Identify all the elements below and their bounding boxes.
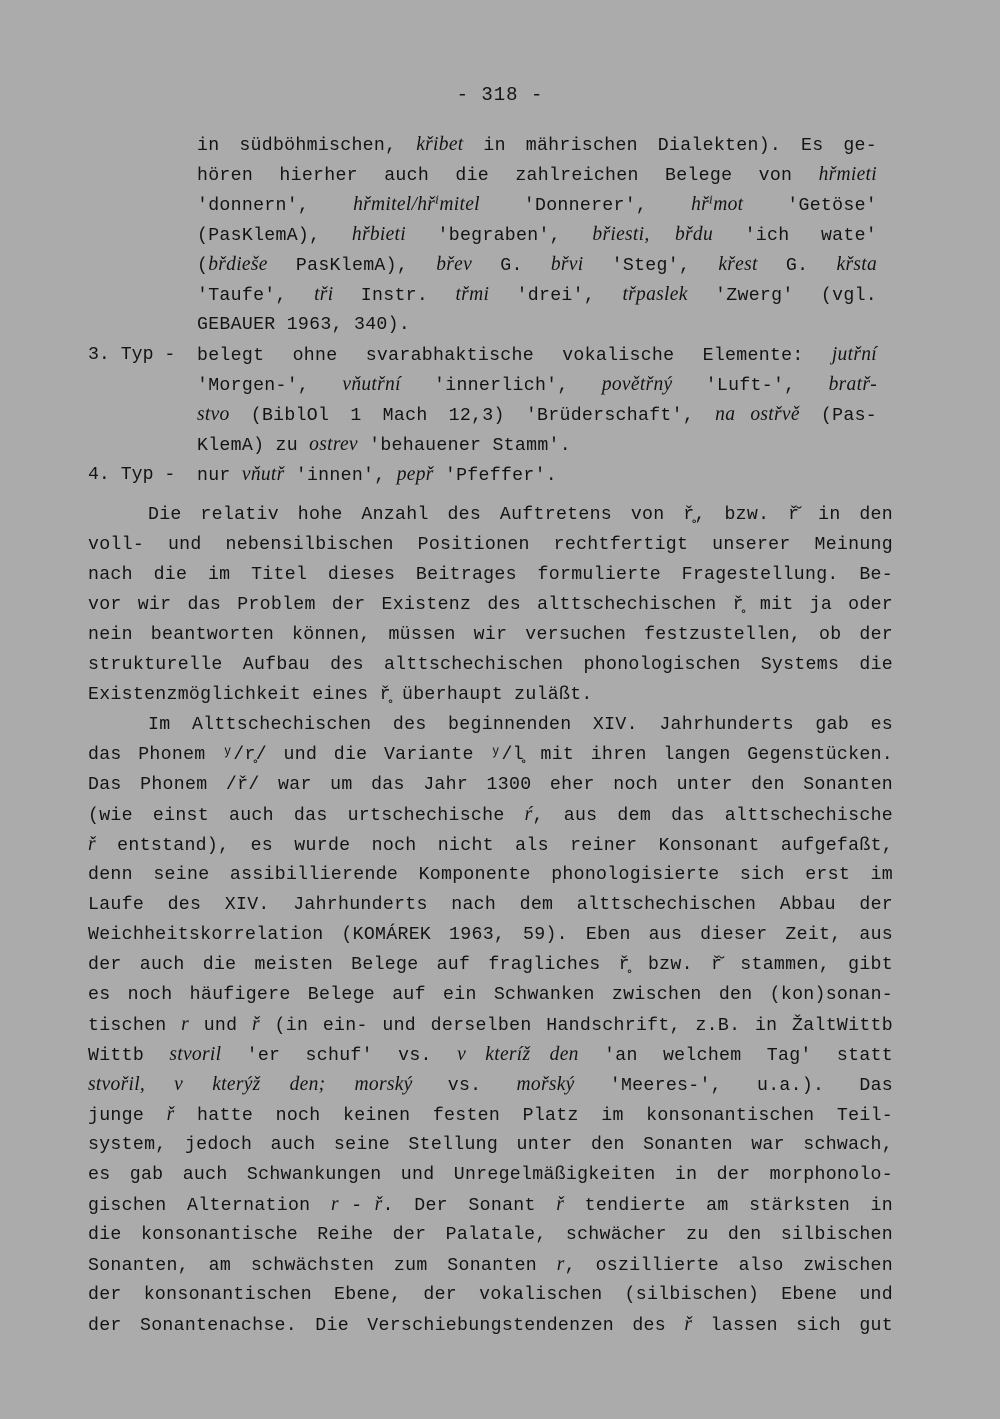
text-line: vor wir das Problem der Existenz des alttschechischen ř̥ mit ja oder xyxy=(88,595,893,615)
text-line: der auch die meisten Belege auf fragliches ř̥ bzw. ř̆ stammen, gibt xyxy=(88,955,893,975)
text-line: tischen r und ř (in ein- und derselben Handschrift, z.B. in ŽaltWittb xyxy=(88,1014,893,1036)
page-number: - 318 - xyxy=(456,84,544,106)
text-line: Die relativ hohe Anzahl des Auftretens von ř̥, bzw. ř̆ in den xyxy=(148,505,893,525)
text-line: strukturelle Aufbau des alttschechischen phonologischen Systems die xyxy=(88,655,893,675)
text-line: Weichheitskorrelation (KOMÁREK 1963, 59). Eben aus dieser Zeit, aus xyxy=(88,925,893,945)
text-line: (PasKlemA), hřbieti 'begraben', břiesti, břdu 'ich wate' xyxy=(197,224,878,246)
text-line: ř entstand), es wurde noch nicht als reiner Konsonant aufgefaßt, xyxy=(88,834,893,856)
list-item-label: 3. Typ - xyxy=(88,345,176,365)
text-line: stvořil, v kterýž den; morský vs. mořský 'Meeres-', u.a.). Das xyxy=(88,1074,894,1096)
text-line: junge ř hatte noch keinen festen Platz im konsonantischen Teil- xyxy=(88,1104,893,1126)
text-line: denn seine assibillierende Komponente phonologisierte sich erst im xyxy=(88,865,893,885)
text-line: es noch häufigere Belege auf ein Schwanken zwischen den (kon)sonan- xyxy=(88,985,893,1005)
text-line: nur vňutř 'innen', pepř 'Pfeffer'. xyxy=(197,464,557,486)
text-line: nach die im Titel dieses Beitrages formulierte Fragestellung. Be- xyxy=(88,565,893,585)
text-line: KlemA) zu ostrev 'behauener Stamm'. xyxy=(197,434,571,456)
text-line: Im Alttschechischen des beginnenden XIV. Jahrhunderts gab es xyxy=(148,715,893,735)
text-line: GEBAUER 1963, 340). xyxy=(197,315,411,335)
text-line: Sonanten, am schwächsten zum Sonanten r, oszillierte also zwischen xyxy=(88,1254,893,1276)
text-line: Das Phonem /ř/ war um das Jahr 1300 eher noch unter den Sonanten xyxy=(88,775,893,795)
text-line: hören hierher auch die zahlreichen Belege von hřmieti xyxy=(197,164,877,186)
text-line: (wie einst auch das urtschechische ŕ, aus dem das alttschechische xyxy=(88,804,893,826)
text-line: voll- und nebensilbischen Positionen rechtfertigt unserer Meinung xyxy=(88,535,893,555)
text-line: 'Taufe', tři Instr. třmi 'drei', třpaslek 'Zwerg' (vgl. xyxy=(197,284,877,306)
text-line: Laufe des XIV. Jahrhunderts nach dem alttschechischen Abbau der xyxy=(88,895,893,915)
text-line: Existenzmöglichkeit eines ř̥ überhaupt zuläßt. xyxy=(88,685,593,705)
text-line: belegt ohne svarabhaktische vokalische Elemente: jutřní xyxy=(197,344,877,366)
text-line: (břdieše PasKlemA), břev G. břvi 'Steg', křest G. křsta xyxy=(197,254,878,276)
text-line: system, jedoch auch seine Stellung unter den Sonanten war schwach, xyxy=(88,1135,893,1155)
text-line: 'Morgen-', vňutřní 'innerlich', povětřný 'Luft-', bratř- xyxy=(197,374,877,396)
text-line: Wittb stvoril 'er schuf' vs. v kteríž den 'an welchem Tag' statt xyxy=(88,1044,893,1066)
list-item-label: 4. Typ - xyxy=(88,465,176,485)
text-line: der Sonantenachse. Die Verschiebungstendenzen des ř lassen sich gut xyxy=(88,1314,893,1336)
text-line: in südböhmischen, křibet in mährischen Dialekten). Es ge- xyxy=(197,134,877,156)
text-line: es gab auch Schwankungen und Unregelmäßigkeiten in der morphonolo- xyxy=(88,1165,893,1185)
text-line: 'donnern', hřmitel/hřⁱmitel 'Donnerer', hřⁱmot 'Getöse' xyxy=(197,194,877,216)
text-line: das Phonem ʸ/r̥/ und die Variante ʸ/l̥ mit ihren langen Gegenstücken. xyxy=(88,745,893,765)
text-line: stvo (BiblOl 1 Mach 12,3) 'Brüderschaft', na ostřvě (Pas- xyxy=(197,404,877,426)
text-line: die konsonantische Reihe der Palatale, schwächer zu den silbischen xyxy=(88,1225,893,1245)
text-line: nein beantworten können, müssen wir versuchen festzustellen, ob der xyxy=(88,625,893,645)
text-line: der konsonantischen Ebene, der vokalischen (silbischen) Ebene und xyxy=(88,1285,893,1305)
text-line: gischen Alternation r - ř. Der Sonant ř tendierte am stärksten in xyxy=(88,1194,893,1216)
